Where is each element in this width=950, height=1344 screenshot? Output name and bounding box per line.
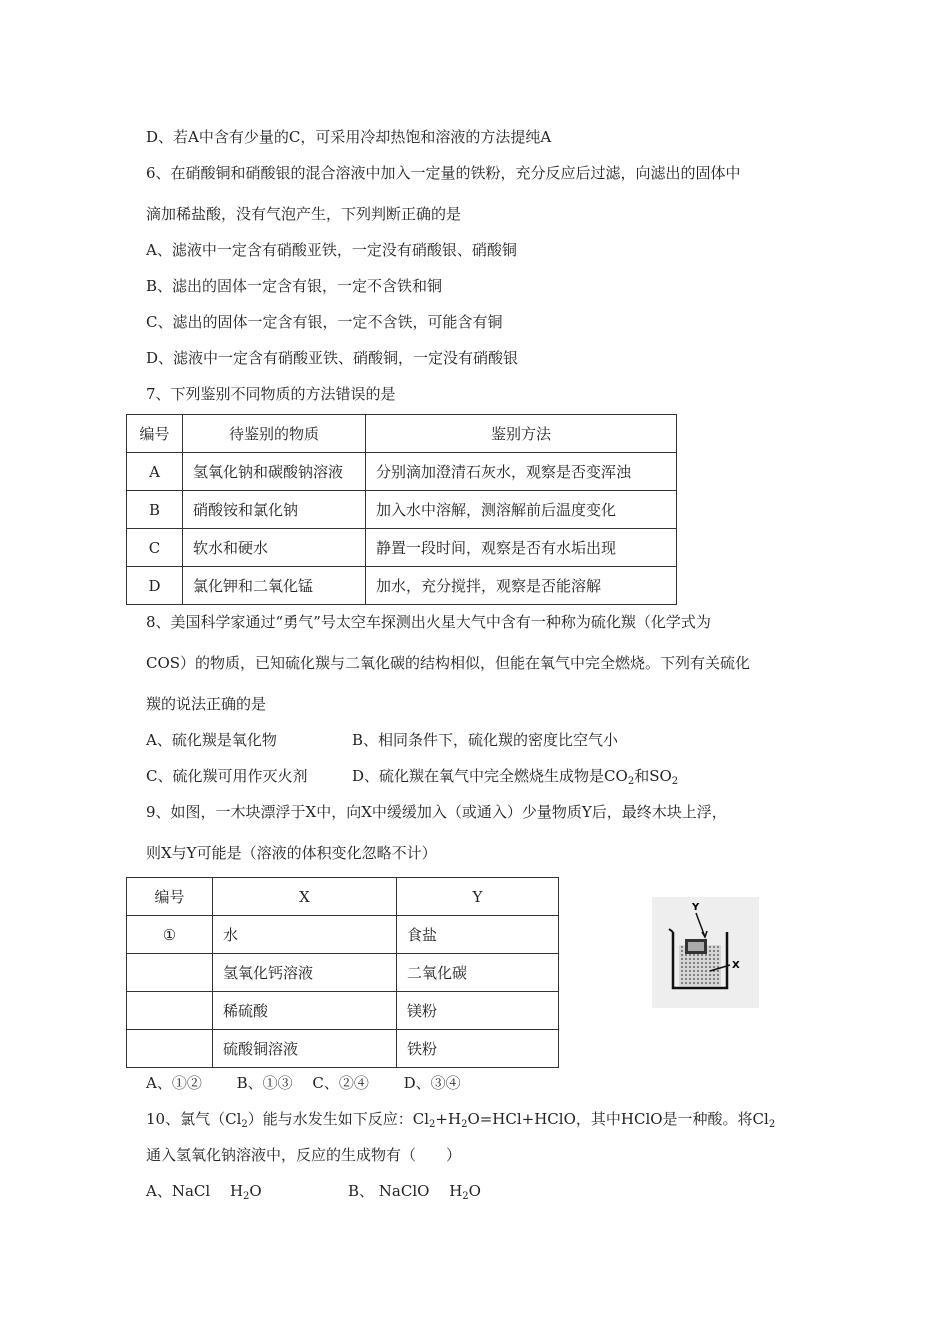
q9-stem-line2: 则X与Y可能是（溶液的体积变化忽略不计） [146, 844, 437, 862]
q9-table [126, 877, 559, 1068]
q8-stem-line3: 羰的说法正确的是 [146, 695, 267, 713]
q6-option-d: D、滤液中一定含有硝酸亚铁、硝酸铜，一定没有硝酸银 [146, 349, 519, 367]
table-row [127, 1030, 559, 1068]
q10-option-a [146, 1181, 262, 1201]
q7-stem: 7、下列鉴别不同物质的方法错误的是 [146, 385, 396, 403]
beaker-figure [652, 897, 759, 1008]
option-text: B、 NaClO H [348, 1182, 463, 1200]
table-row [127, 453, 677, 491]
q8-option-c: C、硫化羰可用作灭火剂 [146, 767, 308, 785]
table-header-cell: 编号 [127, 415, 183, 453]
label-x: X [732, 960, 740, 971]
q10-option-b [348, 1181, 481, 1201]
table-cell: B [127, 491, 183, 529]
formula-co: CO [604, 767, 628, 785]
label-y: Y [692, 902, 700, 913]
table-header-cell: X [213, 878, 397, 916]
table-header-cell: 待鉴别的物质 [183, 415, 366, 453]
q8-stem-line1: 8、美国科学家通过“勇气”号太空车探测出火星大气中含有一种称为硫化羰（化学式为 [146, 613, 711, 631]
table-cell: 镁粉 [397, 992, 559, 1030]
table-cell: 分别滴加澄清石灰水，观察是否变浑浊 [366, 453, 677, 491]
q10-stem-line2: 通入氢氧化钠溶液中，反应的生成物有（ ） [146, 1146, 462, 1164]
subscript: 2 [461, 1119, 468, 1130]
q10-text: ）能与水发生如下反应：Cl [247, 1110, 430, 1128]
q10-stem-line1 [146, 1109, 775, 1129]
table-cell [127, 954, 213, 992]
table-cell: 食盐 [397, 916, 559, 954]
table-cell: 稀硫酸 [213, 992, 397, 1030]
table-cell: 氢氧化钙溶液 [213, 954, 397, 992]
table-cell: 铁粉 [397, 1030, 559, 1068]
beaker-lip [669, 929, 673, 932]
q10-text: O=HCl+HClO，其中HClO是一种酸。将Cl [467, 1110, 769, 1128]
table-cell: 静置一段时间，观察是否有水垢出现 [366, 529, 677, 567]
subscript: 2 [462, 1191, 469, 1202]
table-cell: 加水，充分搅拌，观察是否能溶解 [366, 567, 677, 605]
q8-stem-line2: COS）的物质，已知硫化羰与二氧化碳的结构相似，但能在氧气中完全燃烧。下列有关硫化 [146, 654, 751, 672]
table-row [127, 567, 677, 605]
table-cell: C [127, 529, 183, 567]
table-row [127, 992, 559, 1030]
subscript: 2 [241, 1119, 248, 1130]
table-row [127, 954, 559, 992]
option-text: A、NaCl H [146, 1182, 244, 1200]
table-cell: 加入水中溶解，测溶解前后温度变化 [366, 491, 677, 529]
option-text: D、硫化羰在氧气中完全燃烧生成物是 [352, 767, 605, 785]
subscript: 2 [429, 1119, 436, 1130]
table-header-cell: 编号 [127, 878, 213, 916]
subscript: 2 [671, 776, 679, 787]
table-cell [127, 992, 213, 1030]
option-text: O [468, 1182, 481, 1200]
table-row [127, 491, 677, 529]
table-cell: D [127, 567, 183, 605]
table-cell: 二氧化碳 [397, 954, 559, 992]
q9-options: A、①② B、①③ C、②④ D、③④ [146, 1074, 461, 1092]
q8-option-a: A、硫化羰是氧化物 [146, 731, 277, 749]
table-cell: A [127, 453, 183, 491]
block-face [688, 942, 704, 951]
subscript: 2 [243, 1191, 250, 1202]
table-cell: 氯化钾和二氧化锰 [183, 567, 366, 605]
table-cell: 硝酸铵和氯化钠 [183, 491, 366, 529]
q6-stem-line2: 滴加稀盐酸，没有气泡产生，下列判断正确的是 [146, 205, 462, 223]
q10-text: +H [435, 1110, 462, 1128]
table-cell: 软水和硬水 [183, 529, 366, 567]
q8-option-b: B、相同条件下，硫化羰的密度比空气小 [352, 731, 619, 749]
table-cell [127, 1030, 213, 1068]
formula-so: SO [649, 767, 672, 785]
table-cell: 硫酸铜溶液 [213, 1030, 397, 1068]
table-cell: 水 [213, 916, 397, 954]
q6-stem-line1: 6、在硝酸铜和硝酸银的混合溶液中加入一定量的铁粉，充分反应后过滤，向滤出的固体中 [146, 164, 741, 182]
option-text: 和 [634, 767, 650, 785]
q5-option-d: D、若A中含有少量的C，可采用冷却热饱和溶液的方法提纯A [146, 128, 552, 146]
table-header-cell: 鉴别方法 [366, 415, 677, 453]
table-row [127, 529, 677, 567]
subscript: 2 [627, 776, 635, 787]
q6-option-a: A、滤液中一定含有硝酸亚铁，一定没有硝酸银、硝酸铜 [146, 241, 517, 259]
q10-text: 10、氯气（Cl [146, 1110, 242, 1128]
table-cell: 氢氧化钠和碳酸钠溶液 [183, 453, 366, 491]
table-cell: ① [127, 916, 213, 954]
table-header-cell: Y [397, 878, 559, 916]
table-header-row [127, 415, 677, 453]
q7-table [126, 414, 677, 605]
option-text: O [249, 1182, 262, 1200]
table-row [127, 916, 559, 954]
q9-stem-line1: 9、如图，一木块漂浮于X中，向X中缓缓加入（或通入）少量物质Y后，最终木块上浮， [146, 803, 727, 821]
q6-option-c: C、滤出的固体一定含有银，一定不含铁，可能含有铜 [146, 313, 503, 331]
q6-option-b: B、滤出的固体一定含有银，一定不含铁和铜 [146, 277, 443, 295]
subscript: 2 [768, 1119, 776, 1130]
table-header-row [127, 878, 559, 916]
q8-option-d [352, 766, 678, 786]
beaker-diagram [652, 897, 759, 1008]
